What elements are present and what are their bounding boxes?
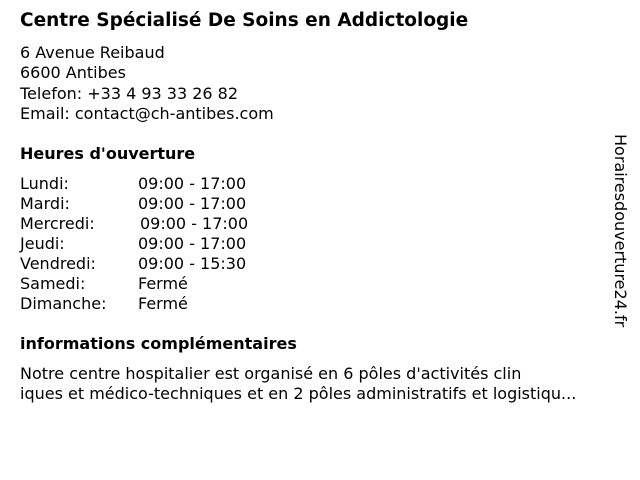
day-hours: 09:00 - 15:30 (138, 254, 247, 273)
hours-row-tuesday (20, 194, 340, 214)
hours-row-monday (20, 174, 340, 194)
additional-info-text (20, 364, 620, 404)
opening-hours-heading: Heures d'ouverture (20, 144, 196, 163)
site-watermark: Horairesdouverture24.fr (611, 134, 630, 328)
day-label: Vendredi: (20, 254, 96, 273)
day-label: Mardi: (20, 194, 70, 213)
hours-row-saturday (20, 274, 340, 294)
day-label: Jeudi: (20, 234, 65, 253)
address-block (20, 43, 274, 124)
day-hours: Fermé (138, 294, 188, 313)
info-line: iques et médico-techniques et en 2 pôles administratifs et logistiqu... (20, 384, 577, 403)
day-hours: 09:00 - 17:00 (138, 194, 247, 213)
day-hours: 09:00 - 17:00 (138, 174, 247, 193)
address-email: Email: contact@ch-antibes.com (20, 103, 274, 123)
day-label: Samedi: (20, 274, 86, 293)
address-city: 6600 Antibes (20, 63, 126, 83)
address-phone: Telefon: +33 4 93 33 26 82 (20, 83, 239, 103)
day-hours: Fermé (138, 274, 188, 293)
day-label: Dimanche: (20, 294, 107, 313)
hours-row-sunday (20, 294, 340, 314)
additional-info-heading: informations complémentaires (20, 334, 297, 353)
day-label: Mercredi: (20, 214, 95, 233)
hours-row-thursday (20, 234, 340, 254)
day-hours: 09:00 - 17:00 (140, 214, 249, 233)
opening-hours-table (20, 174, 340, 314)
day-label: Lundi: (20, 174, 69, 193)
address-street: 6 Avenue Reibaud (20, 43, 165, 62)
hours-row-friday (20, 254, 340, 274)
hours-row-wednesday (20, 214, 340, 234)
info-line: Notre centre hospitalier est organisé en 6 pôles d'activités clin (20, 364, 522, 383)
page-title: Centre Spécialisé De Soins en Addictologie (20, 10, 469, 31)
day-hours: 09:00 - 17:00 (138, 234, 247, 253)
